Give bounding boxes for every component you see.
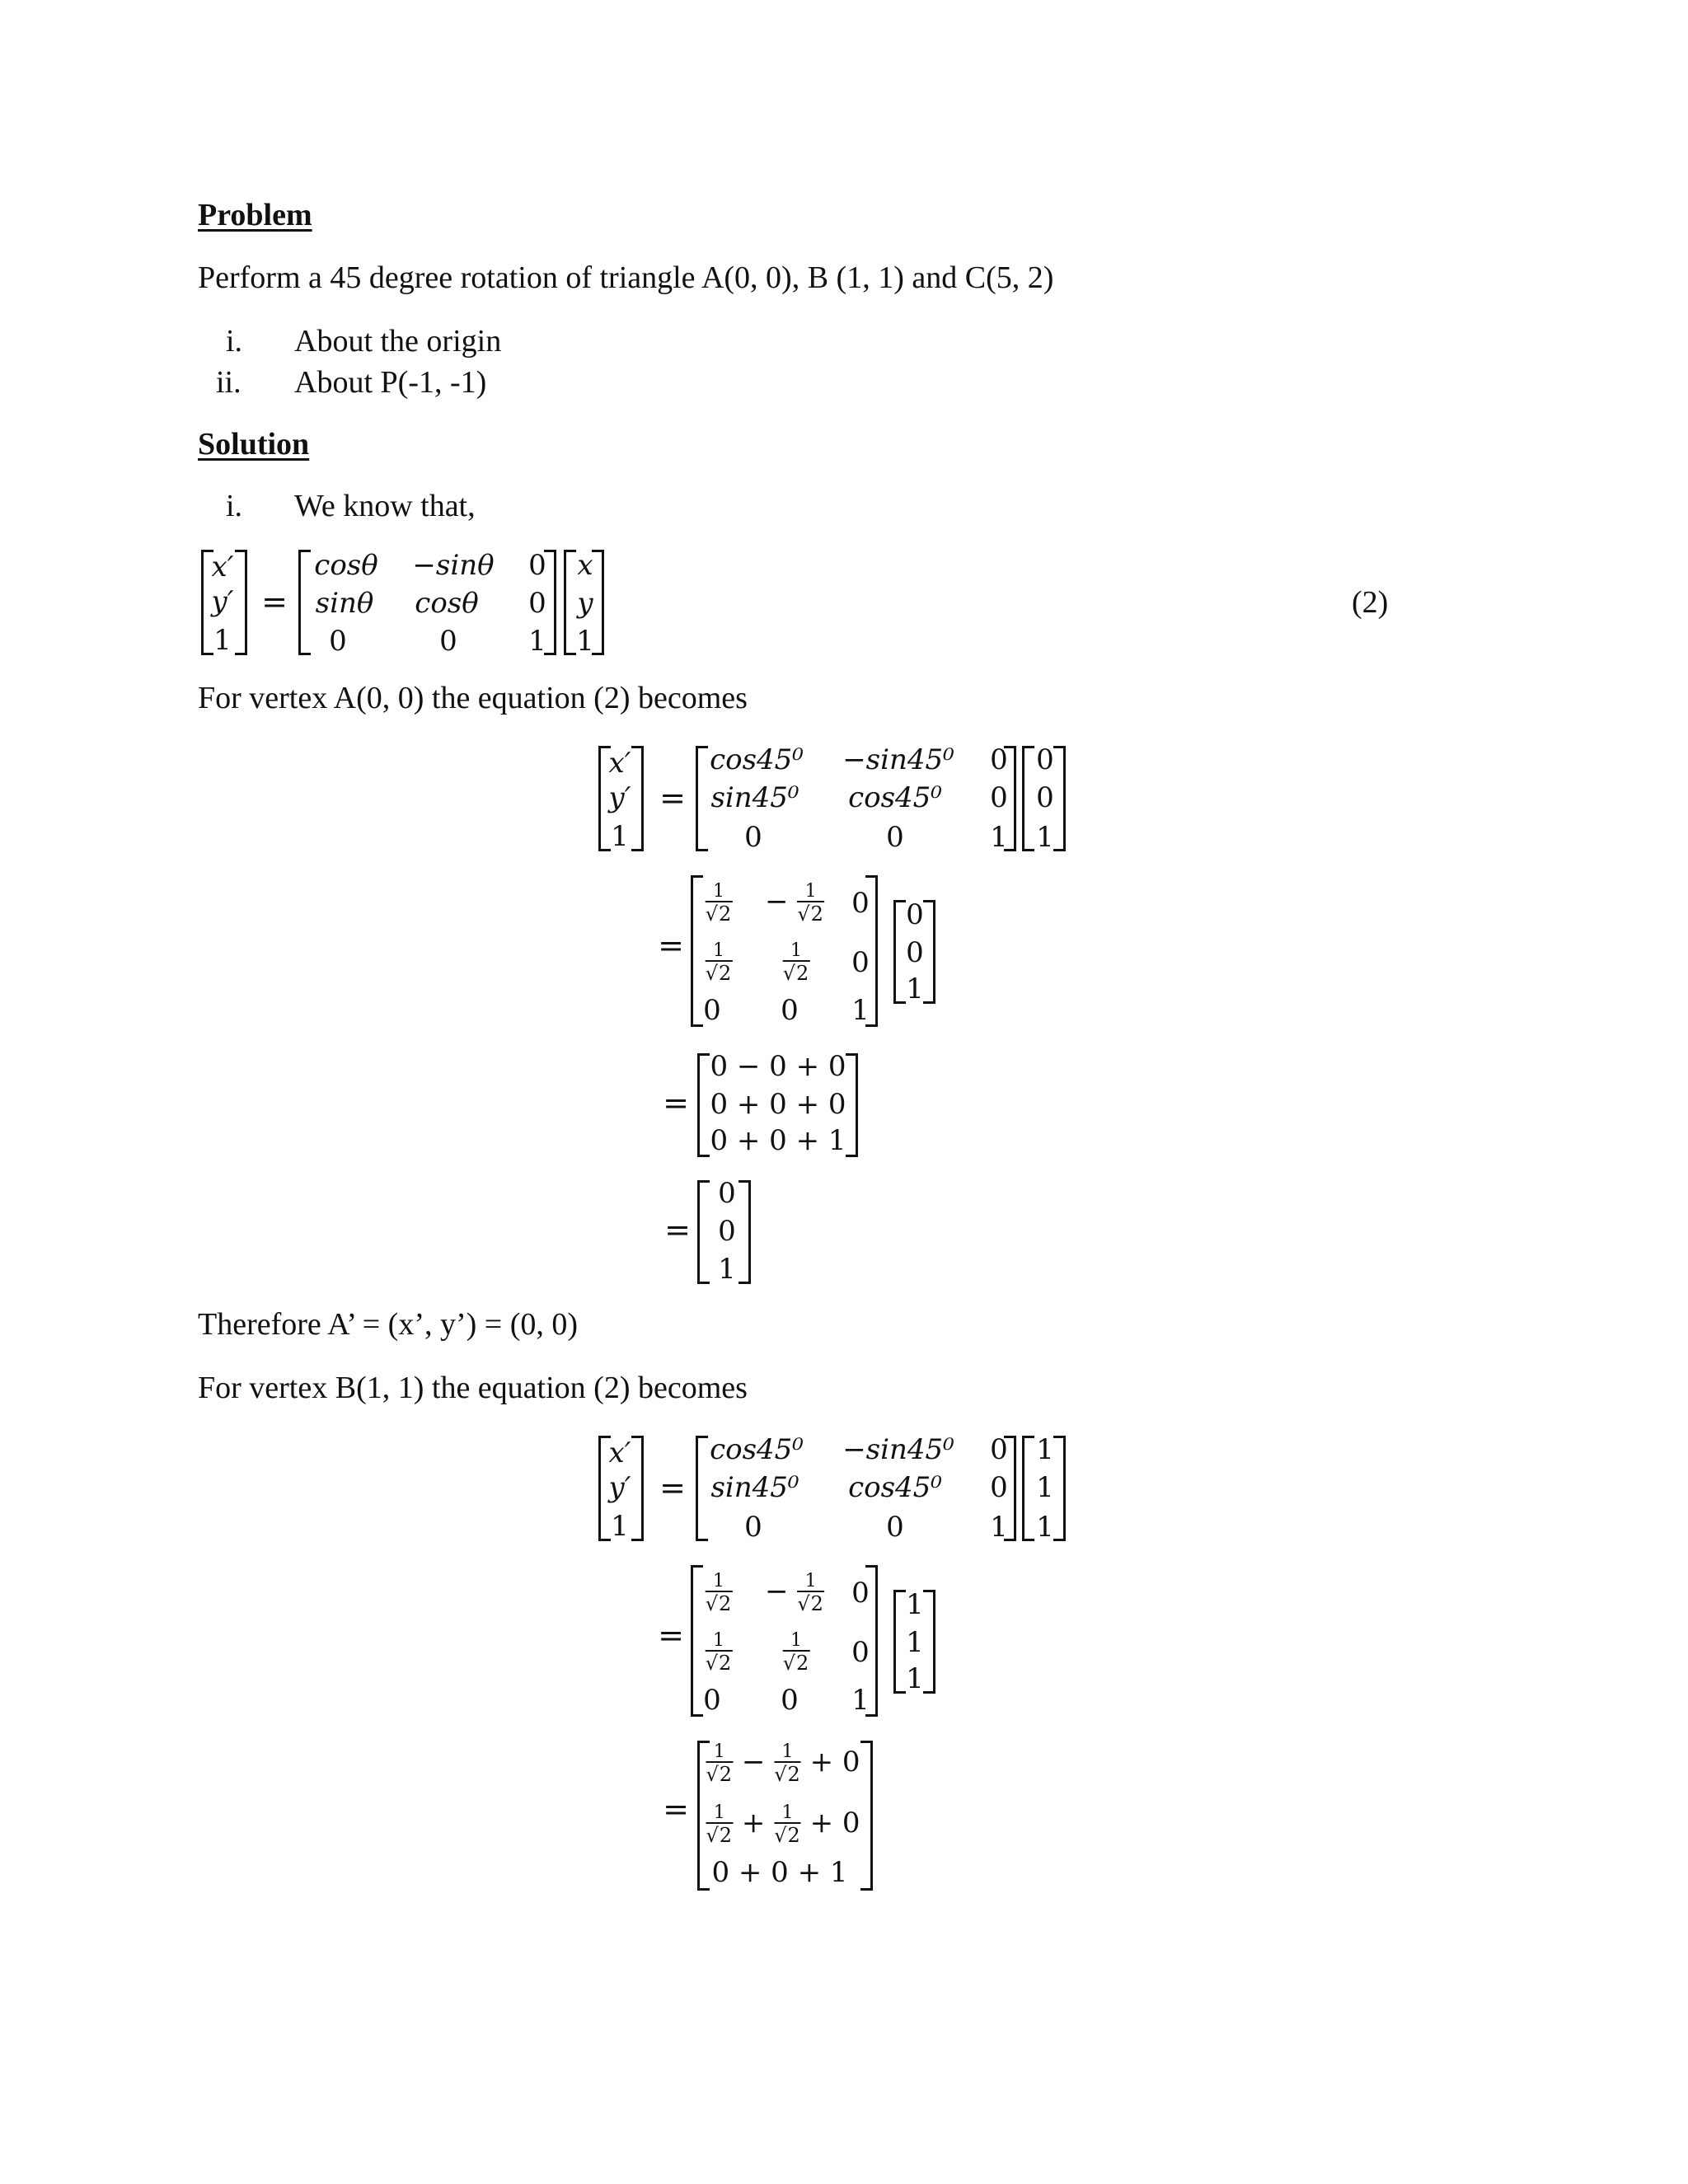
vertex-a-conclusion: Therefore A’ = (x’, y’) = (0, 0) xyxy=(198,1307,579,1342)
bracket-left xyxy=(691,1565,703,1717)
list-item: About P(-1, -1) xyxy=(294,365,487,400)
vertex-a-intro: For vertex A(0, 0) the equation (2) becomes xyxy=(198,681,748,715)
equals-sign: = xyxy=(659,1469,686,1506)
bracket-left xyxy=(564,550,576,655)
matrix-cell: 1 xyxy=(611,820,629,853)
matrix-cell: 1 xyxy=(213,624,232,657)
bracket-right xyxy=(631,746,644,851)
bracket-left xyxy=(1022,746,1034,851)
matrix-cell: 0 xyxy=(990,1471,1008,1504)
matrix-cell: 1 xyxy=(851,1684,870,1717)
bracket-left xyxy=(697,1053,710,1157)
matrix-cell: 0 xyxy=(329,625,347,658)
problem-heading: Problem xyxy=(198,198,312,232)
fraction: $\frac{1}{√2}$ xyxy=(705,1630,732,1675)
bracket-right xyxy=(235,550,247,655)
matrix-cell: 0 xyxy=(528,549,546,582)
bracket-right xyxy=(1053,1436,1066,1541)
bracket-right xyxy=(631,1436,644,1541)
matrix-cell: x′ xyxy=(608,1436,631,1469)
matrix-cell: sin45⁰ xyxy=(710,1471,799,1504)
list-item-marker: i. xyxy=(226,324,243,359)
equals-sign: = xyxy=(261,583,288,620)
bracket-left xyxy=(298,550,311,655)
matrix-cell: 0 xyxy=(851,1577,870,1610)
matrix-cell: 0 xyxy=(718,1177,736,1210)
matrix-cell: 1 xyxy=(906,1626,924,1659)
list-item-marker: i. xyxy=(226,489,243,523)
matrix-cell: y′ xyxy=(608,1471,631,1504)
equals-sign: = xyxy=(663,1085,689,1121)
fraction: $\frac{1}{√2}$ xyxy=(782,940,809,985)
bracket-left xyxy=(893,900,906,1004)
matrix-cell: 0 xyxy=(906,898,924,931)
matrix-cell: 0 xyxy=(990,743,1008,776)
fraction: − $\frac{1}{√2}$ xyxy=(765,1571,823,1615)
bracket-left xyxy=(893,1590,906,1694)
matrix-cell: 1 xyxy=(576,625,594,658)
matrix-cell: 0 xyxy=(990,781,1008,814)
matrix-cell: 1 xyxy=(1036,1471,1054,1504)
equals-sign: = xyxy=(658,927,684,963)
bracket-right xyxy=(738,1180,751,1284)
bracket-right xyxy=(923,1590,935,1694)
matrix-cell: 1 xyxy=(611,1510,629,1543)
matrix-cell: 0 xyxy=(703,1684,721,1717)
matrix-cell: 0 xyxy=(990,1433,1008,1466)
matrix-cell: 0 xyxy=(851,1636,870,1669)
list-item: About the origin xyxy=(294,324,502,359)
matrix-cell: 0 + 0 + 0 xyxy=(710,1088,846,1121)
matrix-cell: −sin45⁰ xyxy=(842,1433,954,1466)
matrix-cell: 0 xyxy=(906,936,924,969)
list-item: We know that, xyxy=(294,489,476,523)
matrix-cell: y′ xyxy=(211,585,234,618)
fraction: $\frac{1}{√2}$ xyxy=(705,1571,732,1615)
matrix-cell: 0 xyxy=(1036,743,1054,776)
matrix-cell: 0 xyxy=(703,994,721,1027)
bracket-left xyxy=(1022,1436,1034,1541)
bracket-left xyxy=(696,746,708,851)
matrix-cell: 0 xyxy=(851,946,870,979)
matrix-cell: x′ xyxy=(608,747,631,780)
vertex-b-intro: For vertex B(1, 1) the equation (2) becomes xyxy=(198,1371,748,1405)
matrix-cell: sinθ xyxy=(315,587,374,620)
matrix-cell: 1 xyxy=(851,994,870,1027)
matrix-cell: cos45⁰ xyxy=(710,743,804,776)
matrix-cell: 0 xyxy=(781,1684,799,1717)
matrix-cell: $\frac{1}{√2}$ + $\frac{1}{√2}$ + 0 xyxy=(706,1802,860,1847)
bracket-right xyxy=(923,900,935,1004)
matrix-cell: y′ xyxy=(608,781,631,814)
equals-sign: = xyxy=(659,780,686,816)
fraction: $\frac{1}{√2}$ xyxy=(705,881,732,926)
equals-sign: = xyxy=(658,1617,684,1653)
matrix-cell: 1 xyxy=(906,1588,924,1621)
matrix-cell: −sin45⁰ xyxy=(842,743,954,776)
matrix-cell: 1 xyxy=(990,1511,1008,1544)
matrix-cell: 1 xyxy=(990,821,1008,854)
matrix-cell: 0 + 0 + 1 xyxy=(711,1856,848,1889)
bracket-left xyxy=(691,875,703,1027)
matrix-cell: cos45⁰ xyxy=(848,1471,942,1504)
bracket-right xyxy=(846,1053,858,1157)
matrix-cell: 1 xyxy=(906,972,924,1005)
matrix-cell: cos45⁰ xyxy=(710,1433,804,1466)
matrix-cell: cosθ xyxy=(415,587,479,620)
solution-heading: Solution xyxy=(198,427,310,462)
bracket-right xyxy=(860,1741,873,1891)
matrix-cell: 1 xyxy=(1036,1433,1054,1466)
fraction: $\frac{1}{√2}$ xyxy=(705,940,732,985)
matrix-cell: 0 xyxy=(886,821,904,854)
equals-sign: = xyxy=(664,1212,691,1248)
matrix-cell: sin45⁰ xyxy=(710,781,799,814)
matrix-cell: cos45⁰ xyxy=(848,781,942,814)
matrix-cell: y xyxy=(577,587,593,620)
matrix-cell: x′ xyxy=(211,551,234,583)
matrix-cell: $\frac{1}{√2}$ − $\frac{1}{√2}$ + 0 xyxy=(706,1741,860,1786)
matrix-cell: 0 − 0 + 0 xyxy=(710,1050,846,1083)
matrix-cell: cosθ xyxy=(314,549,378,582)
equation-number: (2) xyxy=(1352,585,1389,620)
matrix-cell: 0 xyxy=(781,994,799,1027)
matrix-cell: 0 xyxy=(439,625,457,658)
bracket-left xyxy=(697,1180,710,1284)
problem-statement: Perform a 45 degree rotation of triangle A(0, 0), B (1, 1) and C(5, 2) xyxy=(198,260,1054,295)
matrix-cell: 0 xyxy=(744,821,762,854)
matrix-cell: x xyxy=(577,549,593,582)
matrix-cell: 0 xyxy=(851,887,870,920)
matrix-cell: 0 xyxy=(886,1511,904,1544)
fraction: − $\frac{1}{√2}$ xyxy=(765,881,823,926)
matrix-cell: 0 xyxy=(528,587,546,620)
bracket-left xyxy=(696,1436,708,1541)
matrix-cell: 1 xyxy=(718,1253,736,1286)
matrix-cell: 0 + 0 + 1 xyxy=(710,1124,846,1157)
bracket-right xyxy=(1053,746,1066,851)
matrix-cell: 0 xyxy=(718,1215,736,1248)
matrix-cell: 1 xyxy=(1036,821,1054,854)
list-item-marker: ii. xyxy=(216,365,241,400)
equals-sign: = xyxy=(663,1791,689,1827)
matrix-cell: 1 xyxy=(1036,1511,1054,1544)
matrix-cell: 1 xyxy=(906,1662,924,1695)
matrix-cell: −sinθ xyxy=(412,549,495,582)
matrix-cell: 0 xyxy=(1036,781,1054,814)
fraction: $\frac{1}{√2}$ xyxy=(782,1630,809,1675)
matrix-cell: 0 xyxy=(744,1511,762,1544)
matrix-cell: 1 xyxy=(528,625,546,658)
